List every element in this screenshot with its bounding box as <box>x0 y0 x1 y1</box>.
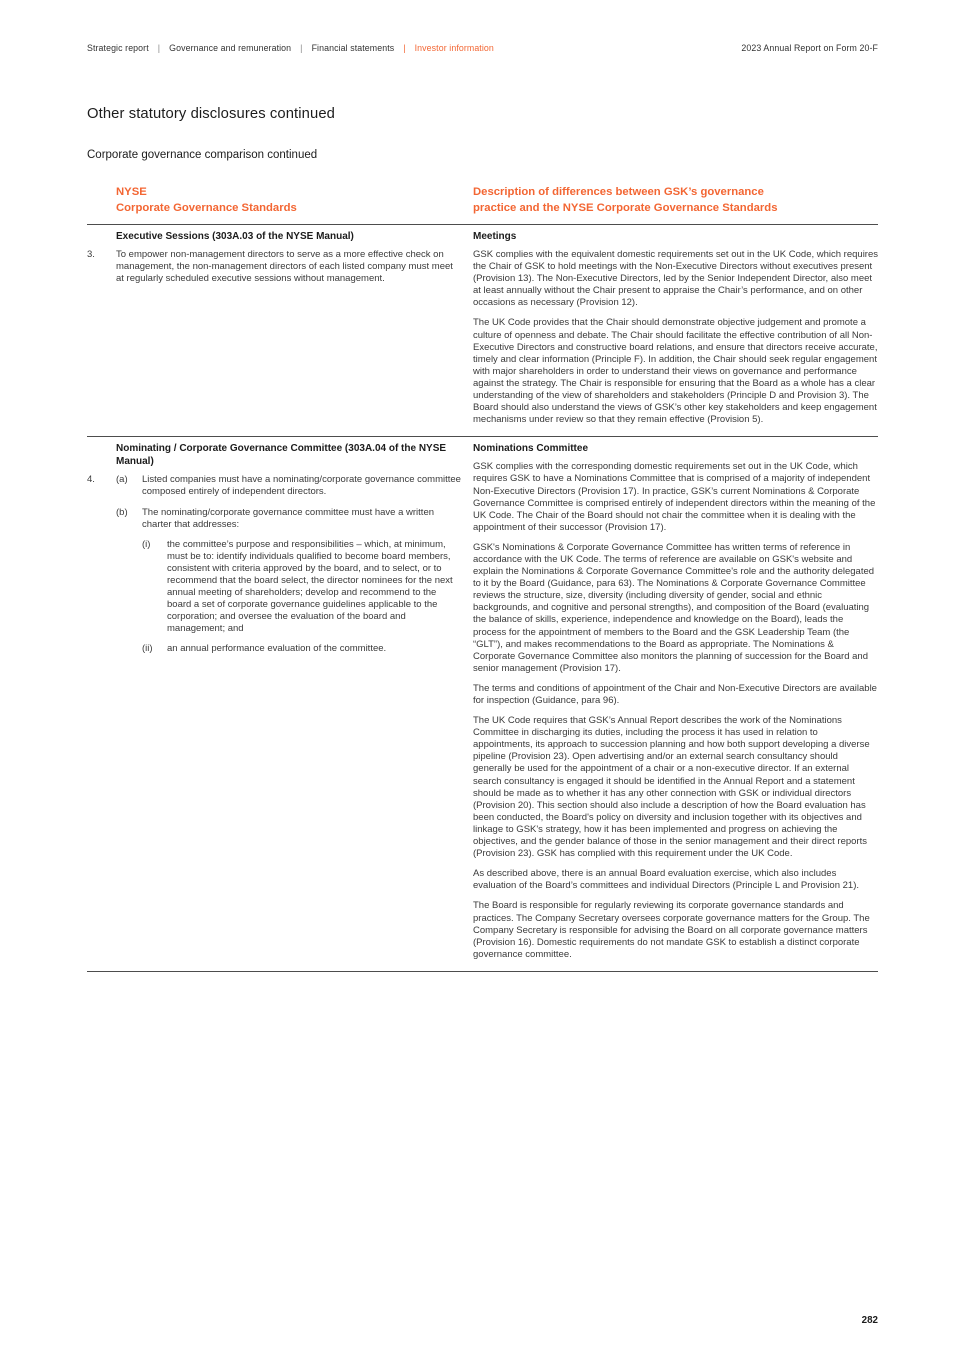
table-row-nominating-committee <box>87 437 878 972</box>
description-paragraph: GSK's Nominations & Corporate Governance Committee has written terms of reference in accordance with the UK Code. The terms of reference are available on GSK's website and explain the Nominations & Corporate Governance Committee's role and the authority delegated to it by the Board (Guidance, para 63). The Nominations & Corporate Governance Committee reviews the structure, size, diversity (including diversity of gender, social and ethnic backgrounds, and cognitive and personal strengths), and composition of the Board (evaluating the balance of skills, experience, independence and knowledge on the Board), leads the process for the appointment of members to the Board and the GSK Leadership Team (the “GLT”), and makes recommendations to the Board as appropriate. The Nominations & Corporate Governance Committee also monitors the planning of succession for the Board and senior management (Provision 17). <box>473 541 875 674</box>
subitem-a <box>116 474 461 498</box>
subsubitem-ii <box>142 643 461 655</box>
nominating-committee-right-cell <box>473 442 878 961</box>
table-header-row <box>87 185 878 225</box>
nav-item-financial-statements[interactable]: Financial statements <box>311 43 395 53</box>
subitem-label: (a) <box>116 474 128 486</box>
description-paragraph: The Board is responsible for regularly reviewing its corporate governance standards and practices. The Company Secretary oversees corporate governance matters for the Group. The Company Secretary is responsible for advising the Board on all corporate governance matters (Provision 16). Domestic requirements do not mandate GSK to establish a distinct corporate governance committee. <box>473 900 870 960</box>
subitem-body <box>142 507 461 656</box>
description-paragraph: The UK Code provides that the Chair should demonstrate objective judgement and promote a culture of openness and debate. The Chair should facilitate the effective contribution of all Non-Executive Directors and constructive board relations, and ensure that directors receive accurate, timely and clear information (Principle F). In addition, the Chair should seek regular engagement with major shareholders in order to understand their views on governance and performance against the strategy. The Chair is responsible for ensuring that the Board as a whole has a clear understanding of the view of shareholders and stakeholders (Principle D and Provision 3). The Board should also understand the views of GSK’s other key stakeholders and keep engagement mechanisms under review so that they remain effective (Provision 5). <box>473 317 878 426</box>
description-paragraph: GSK complies with the equivalent domestic requirements set out in the UK Code, which requires the Chair of GSK to hold meetings with the Non-Executive Directors without executives present (Provision 13). The Non-Executive Directors, led by the Senior Independent Director, also meet at least annually without the Chair present to appraise the Chair’s performance, and on other occasions as necessary (Provision 12). <box>473 249 879 309</box>
column-header-description <box>473 185 878 216</box>
executive-sessions-right-cell <box>473 230 878 426</box>
page-title: Other statutory disclosures continued <box>87 106 335 122</box>
nominating-committee-heading: Nominating / Corporate Governance Committee (303A.04 of the NYSE Manual) <box>116 443 447 468</box>
description-paragraph: The terms and conditions of appointment of the Chair and Non-Executive Directors are available for inspection (Guidance, para 96). <box>473 682 877 706</box>
page-number: 282 <box>861 1315 878 1326</box>
subitem-text: Listed companies must have a nominating/corporate governance committee composed entirely of independent directors. <box>142 474 461 498</box>
description-paragraph: The UK Code requires that GSK’s Annual Report describes the work of the Nominations Committee in discharging its duties, including the process it has used in relation to appointments, its approach to succession planning and how both support developing a diverse pipeline (Provision 23). Open advertising and/or an external search consultancy should generally be used for the appointment of a chair or a non-executive director. If an external search consultancy is engaged it should be identified in the Annual Report and a statement should be made as to whether it has any other connection with GSK or individual directors (Provision 20). This section should also include a description of how the Board evaluation has been conducted, the Board's policy on diversity and inclusion together with its objectives and linkage to GSK's strategy, how it has been implemented and progress on achieving the objectives, and the gender balance of those in the senior management and their direct reports (Provision 23). GSK has complied with this requirement under the UK Code. <box>473 715 870 860</box>
subsubitem-text: an annual performance evaluation of the committee. <box>167 643 387 655</box>
standard-item-4 <box>87 474 461 655</box>
nav-item-strategic-report[interactable]: Strategic report <box>87 43 149 53</box>
top-nav <box>87 43 878 53</box>
column-header-description-line1: Description of differences between GSK’s governance <box>473 186 764 198</box>
column-header-nyse-line1: NYSE <box>116 186 147 198</box>
executive-sessions-left-cell <box>87 230 461 426</box>
nominations-committee-heading: Nominations Committee <box>473 443 589 455</box>
column-header-nyse-line2: Corporate Governance Standards <box>116 201 297 214</box>
nav-separator: | <box>157 43 161 53</box>
subitem-b <box>116 507 461 656</box>
column-header-nyse <box>116 185 461 216</box>
nav-separator: | <box>403 43 406 53</box>
subsubitem-text: the committee’s purpose and responsibilities – which, at minimum, must be to: identify individuals qualified to become board members, consistent with criteria approved by the board, and to select, or to recommend that the board select, the director nominees for the next annual meeting of shareholders; develop and recommend to the board a set of corporate governance guidelines applicable to the corporation; and oversee the evaluation of the board and management; and <box>167 538 453 635</box>
table-row-executive-sessions <box>87 225 878 437</box>
governance-comparison-table <box>87 185 878 972</box>
subsubitem-label: (i) <box>142 538 151 550</box>
column-header-description-line2: practice and the NYSE Corporate Governance Standards <box>473 201 778 214</box>
subitem-label: (b) <box>116 506 128 518</box>
executive-sessions-heading: Executive Sessions (303A.03 of the NYSE Manual) <box>116 231 354 242</box>
subsubitem-i <box>142 539 461 636</box>
nominating-committee-left-cell <box>87 442 461 961</box>
nav-section-links <box>87 43 494 53</box>
report-name: 2023 Annual Report on Form 20-F <box>741 43 878 53</box>
item-number: 4. <box>87 474 95 486</box>
page-subtitle: Corporate governance comparison continued <box>87 149 318 161</box>
nav-separator: | <box>300 43 303 53</box>
description-paragraph: As described above, there is an annual Board evaluation exercise, which also includes evaluation of the Board’s committees and individual Directors (Principle L and Provision 21). <box>473 868 860 892</box>
subitem-text: The nominating/corporate governance committee must have a written charter that addresses: <box>142 506 435 530</box>
nav-item-governance-and-remuneration[interactable]: Governance and remuneration <box>169 43 292 53</box>
item-text: To empower non-management directors to serve as a more effective check on management, the non-management directors of each listed company must meet at regularly scheduled executive sessions without management. <box>116 249 453 285</box>
meetings-heading: Meetings <box>473 231 517 242</box>
description-paragraph: GSK complies with the corresponding domestic requirements set out in the UK Code, which requires GSK to have a Nominations Committee that is comprised of a majority of independent Non-Executive Directors (Provision 17). In practice, GSK’s current Nominations & Corporate Governance Committee is comprised entirely of independent directors within the meaning of the UK Code. The Chair of the Board should not chair the committee when it is dealing with the appointment of their successor (Provision 17). <box>473 461 876 533</box>
subsubitem-label: (ii) <box>142 643 153 655</box>
standard-item-3 <box>87 249 461 285</box>
item-number: 3. <box>87 249 95 260</box>
nav-item-investor-information[interactable]: Investor information <box>414 43 494 53</box>
